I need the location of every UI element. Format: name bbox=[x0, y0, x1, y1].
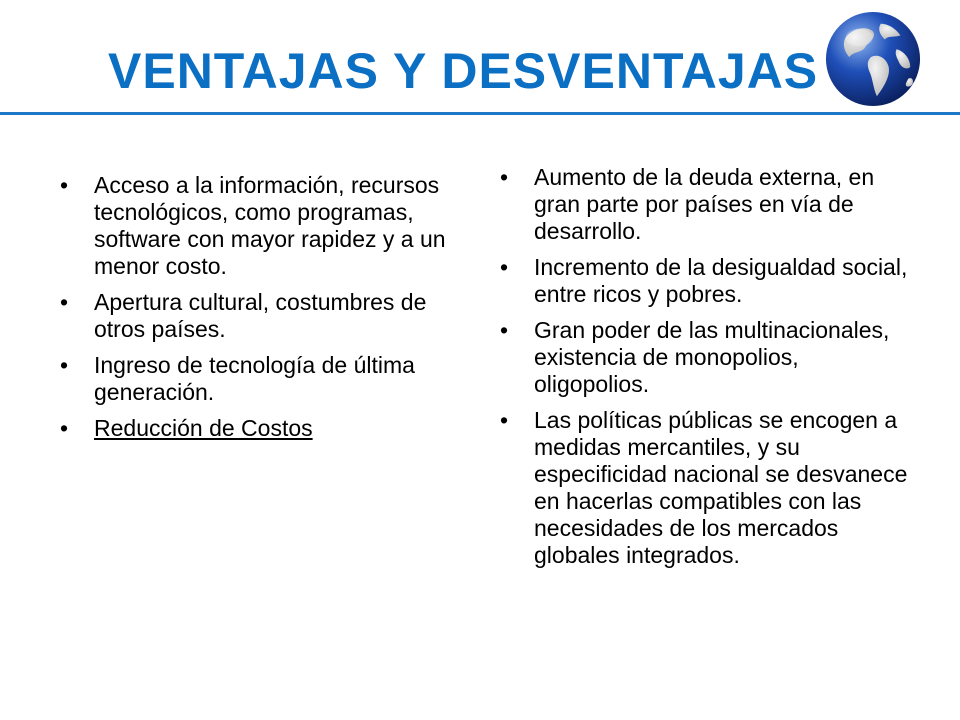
bullet-icon: • bbox=[500, 164, 509, 190]
bullet-icon: • bbox=[60, 415, 69, 441]
desventajas-list bbox=[500, 164, 920, 578]
bullet-icon: • bbox=[500, 317, 509, 343]
title-divider bbox=[0, 112, 960, 115]
list-item: • Acceso a la información, recursos tecnológicos, como programas, software con mayor rapidez y a un menor costo. bbox=[60, 172, 446, 279]
bullet-icon: • bbox=[60, 172, 69, 198]
bullet-icon: • bbox=[60, 289, 69, 315]
slide-title: VENTAJAS Y DESVENTAJAS bbox=[108, 43, 819, 99]
list-item: • Apertura cultural, costumbres de otros países. bbox=[60, 289, 427, 342]
bullet-icon: • bbox=[500, 407, 509, 433]
list-item bbox=[60, 415, 450, 442]
globe-icon bbox=[824, 10, 922, 108]
ventajas-list bbox=[60, 172, 450, 451]
list-item: • Incremento de la desigualdad social, entre ricos y pobres. bbox=[500, 254, 908, 307]
bullet-icon: • bbox=[500, 254, 509, 280]
reduccion-costos-link[interactable]: Reducción de Costos bbox=[94, 415, 313, 441]
list-item: • Las políticas públicas se encogen a medidas mercantiles, y su especificidad nacional se desvanece en hacerlas compatibles con las necesidades de los mercados globales integrados. bbox=[500, 407, 908, 568]
bullet-icon: • bbox=[60, 352, 69, 378]
list-item: • Aumento de la deuda externa, en gran parte por países en vía de desarrollo. bbox=[500, 164, 875, 244]
list-item: • Gran poder de las multinacionales, existencia de monopolios, oligopolios. bbox=[500, 317, 890, 397]
list-item: • Ingreso de tecnología de última generación. bbox=[60, 352, 415, 405]
